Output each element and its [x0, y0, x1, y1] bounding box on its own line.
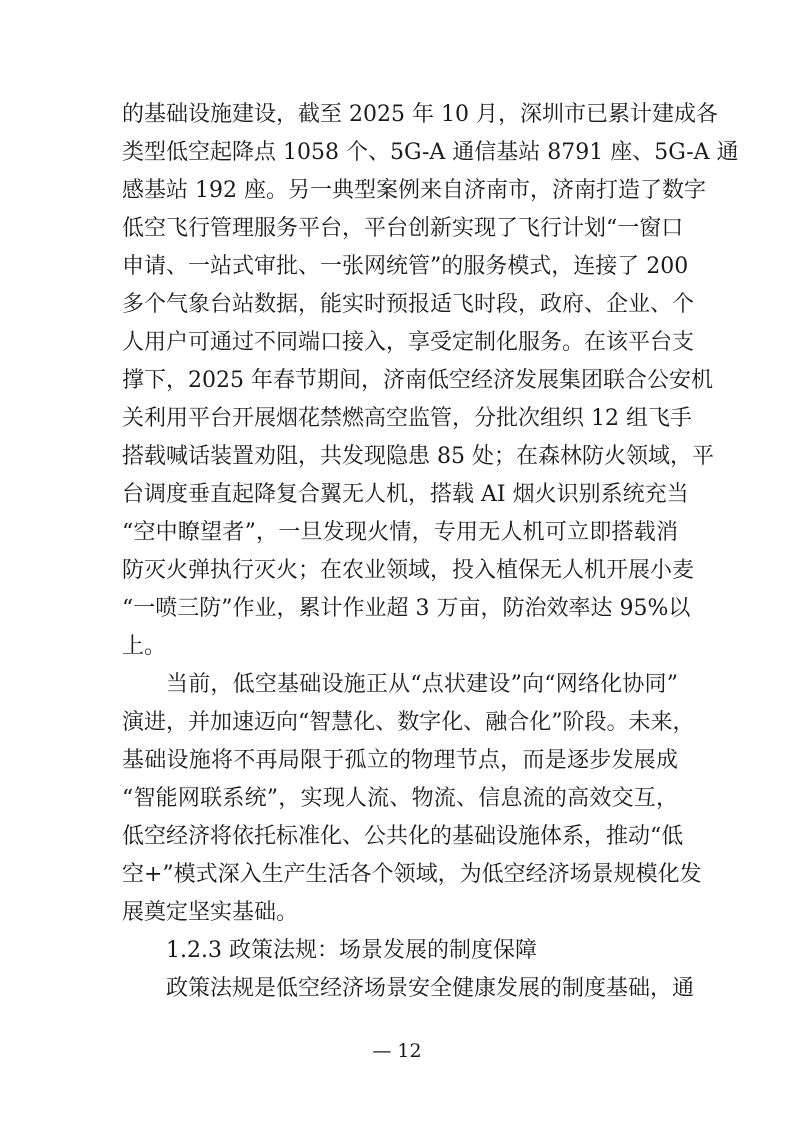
- paragraph-1-line-10: 搭载喊话装置劝阻，共发现隐患 85 处；在森林防火领域，平: [122, 444, 714, 469]
- paragraph-1-line-15: 上。: [122, 634, 167, 659]
- paragraph-1-line-9: 关利用平台开展烟花禁燃高空监管，分批次组织 12 组飞手: [122, 406, 692, 431]
- paragraph-1-line-14: “一喷三防”作业，累计作业超 3 万亩，防治效率达 95%以: [122, 596, 691, 621]
- paragraph-2-line-1: 当前，低空基础设施正从“点状建设”向“网络化协同”: [166, 672, 678, 697]
- paragraph-1-line-1: 的基础设施建设，截至 2025 年 10 月，深圳市已累计建成各: [122, 102, 718, 127]
- paragraph-1-line-8: 撑下，2025 年春节期间，济南低空经济发展集团联合公安机: [122, 368, 713, 393]
- paragraph-3-line-1: 政策法规是低空经济场景安全健康发展的制度基础，通: [166, 976, 695, 1001]
- paragraph-2-line-7: 展奠定坚实基础。: [122, 900, 299, 925]
- paragraph-1-line-3: 感基站 192 座。另一典型案例来自济南市，济南打造了数字: [122, 178, 706, 203]
- paragraph-1-line-11: 台调度垂直起降复合翼无人机，搭载 AI 烟火识别系统充当: [122, 482, 689, 507]
- paragraph-2-line-4: “智能网联系统”，实现人流、物流、信息流的高效交互，: [122, 786, 678, 811]
- paragraph-1-line-13: 防灭火弹执行灭火；在农业领域，投入植保无人机开展小麦: [122, 558, 695, 583]
- paragraph-1-line-12: “空中瞭望者”，一旦发现火情，专用无人机可立即搭载消: [122, 520, 678, 545]
- paragraph-2-line-3: 基础设施将不再局限于孤立的物理节点，而是逐步发展成: [122, 748, 678, 773]
- paragraph-1-line-5: 申请、一站式审批、一张网统管”的服务模式，连接了 200: [122, 254, 689, 279]
- paragraph-2-line-2: 演进，并加速迈向“智慧化、数字化、融合化”阶段。未来，: [122, 710, 695, 735]
- page-number: — 12: [372, 1040, 422, 1062]
- paragraph-2-line-5: 低空经济将依托标准化、公共化的基础设施体系，推动“低: [122, 824, 684, 849]
- paragraph-2-line-6: 空+”模式深入生产生活各个领域，为低空经济场景规模化发: [122, 862, 702, 887]
- paragraph-1-line-6: 多个气象台站数据，能实时预报适飞时段，政府、企业、个: [122, 292, 695, 317]
- paragraph-1-line-4: 低空飞行管理服务平台，平台创新实现了飞行计划“一窗口: [122, 216, 684, 241]
- section-heading: 1.2.3 政策法规：场景发展的制度保障: [166, 938, 537, 963]
- paragraph-1-line-7: 人用户可通过不同端口接入，享受定制化服务。在该平台支: [122, 330, 695, 355]
- paragraph-1-line-2: 类型低空起降点 1058 个、5G-A 通信基站 8791 座、5G-A 通: [122, 140, 739, 165]
